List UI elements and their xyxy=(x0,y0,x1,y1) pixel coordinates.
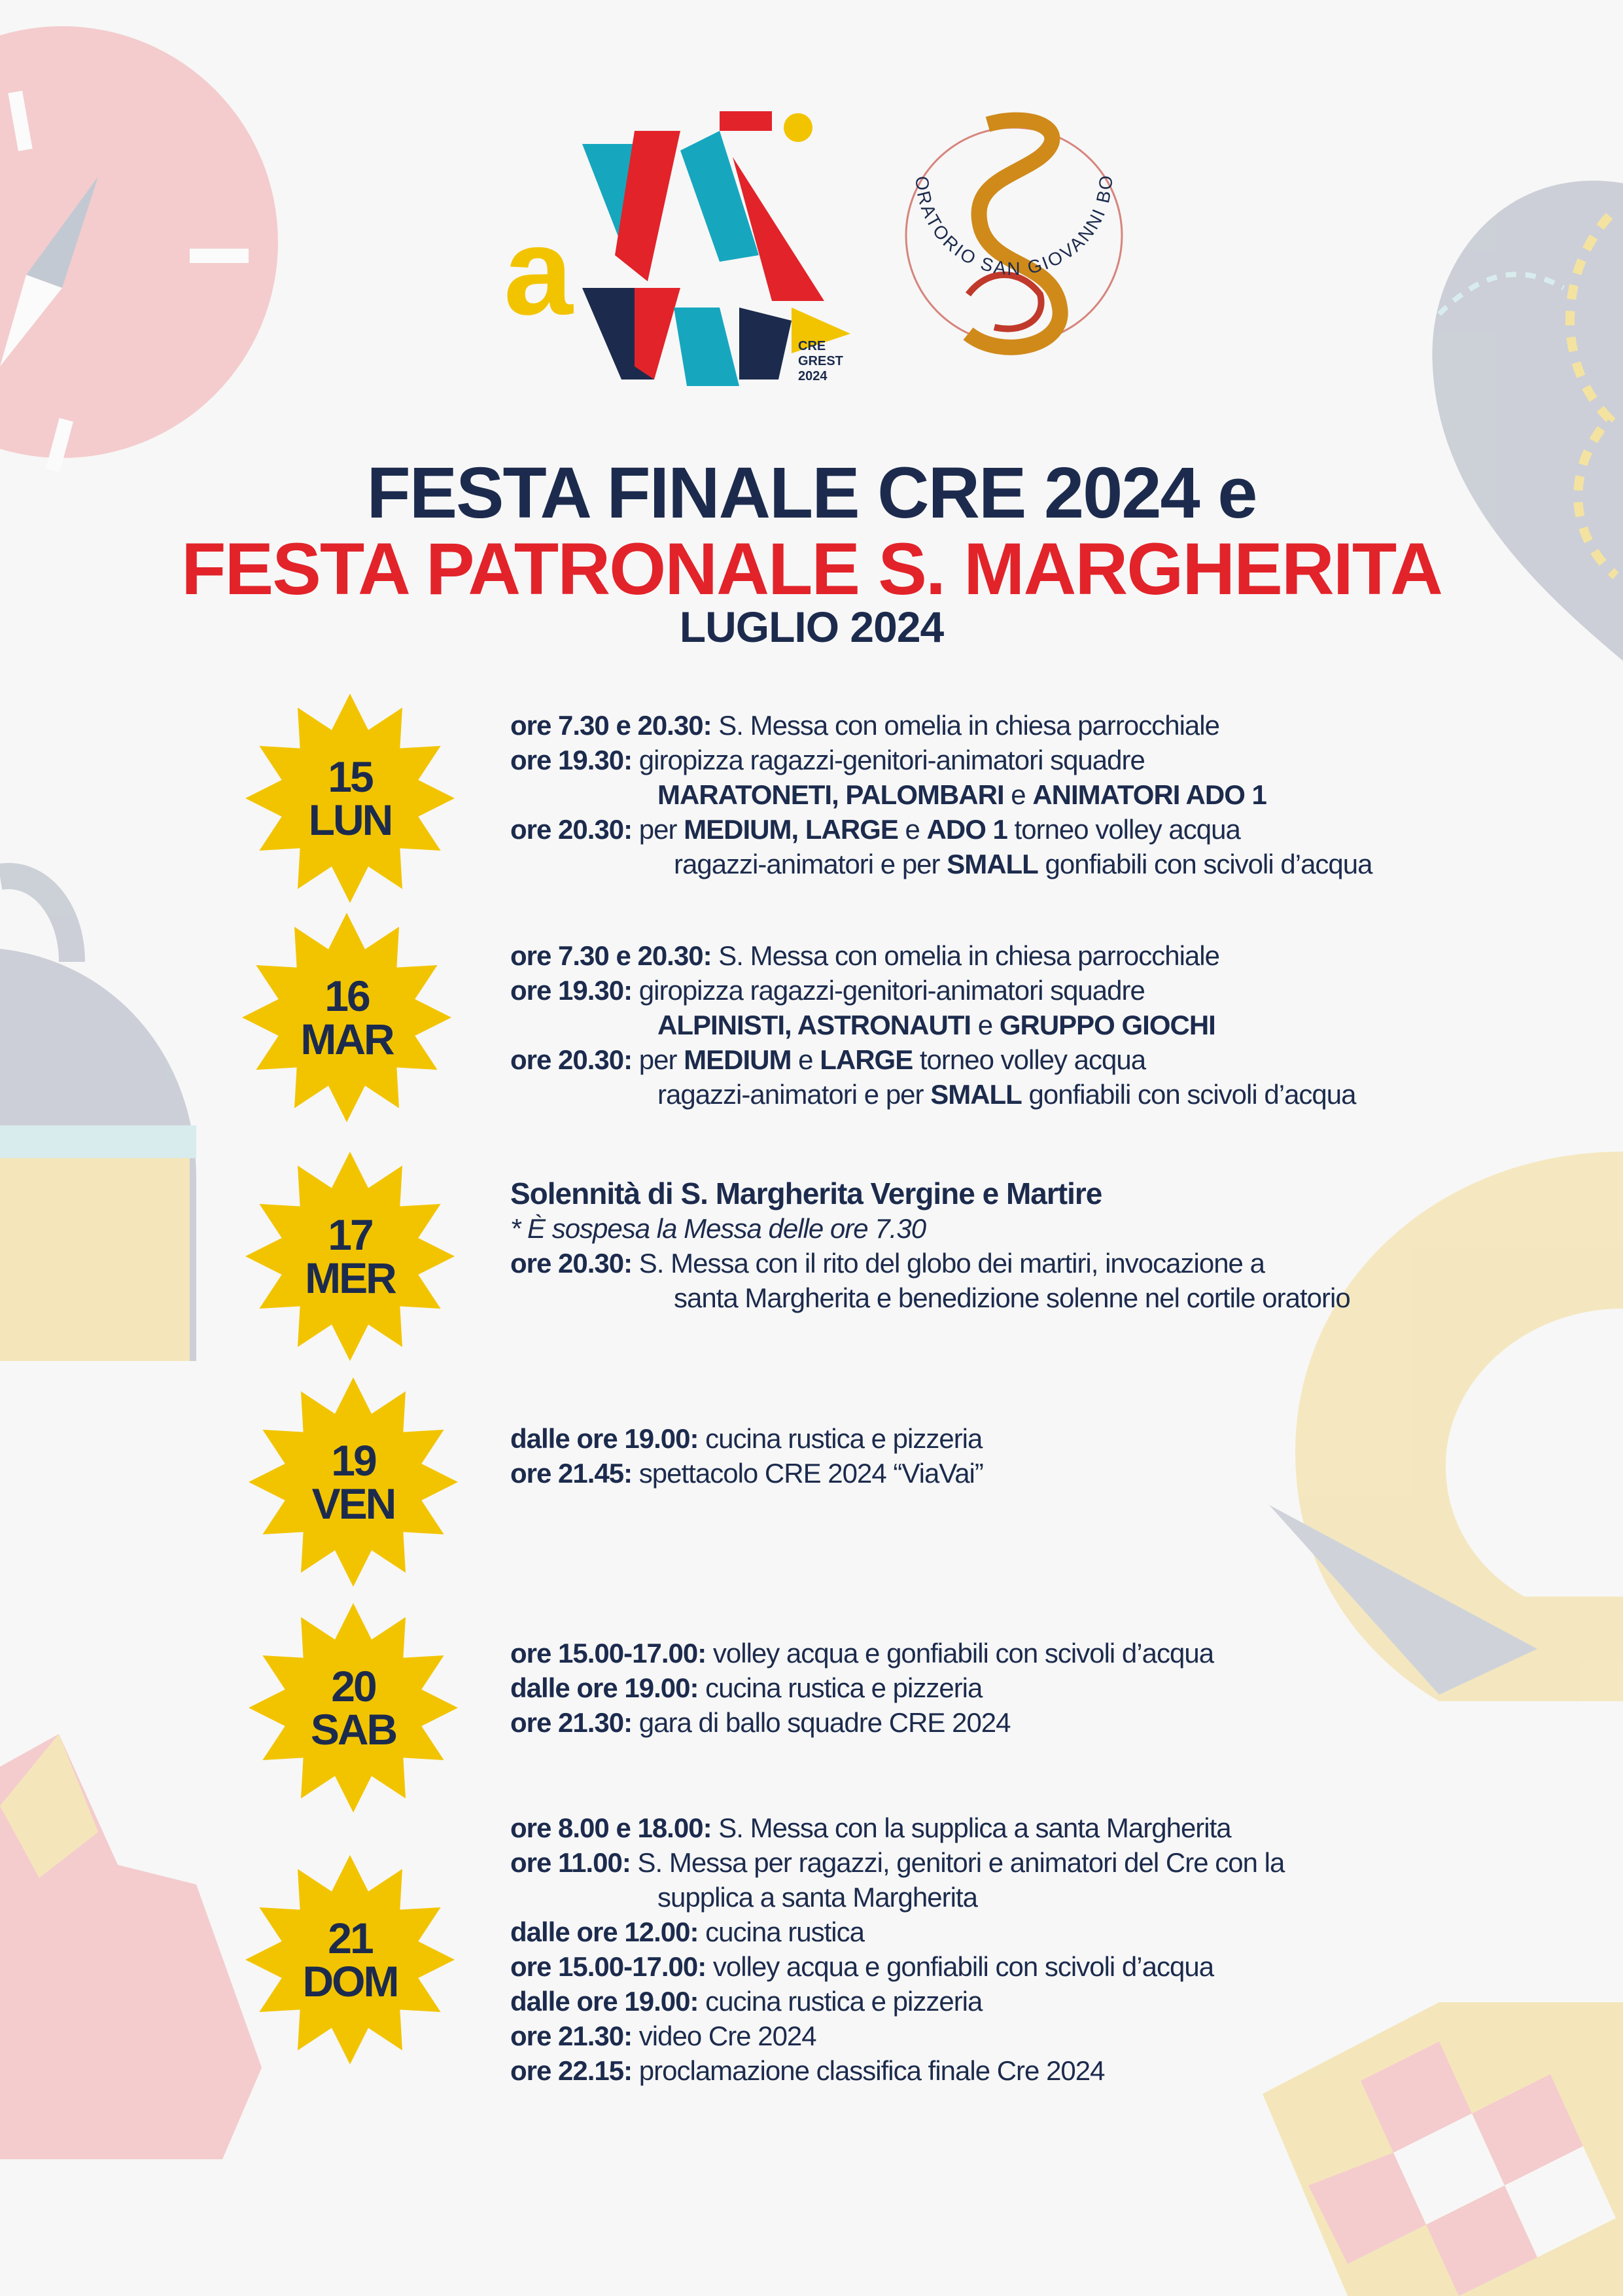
schedule-text: proclamazione classifica finale Cre 2024 xyxy=(632,2055,1105,2086)
schedule-line xyxy=(510,1915,1531,1949)
mountain-decoration xyxy=(0,1734,262,2159)
schedule-text: e xyxy=(791,1044,820,1075)
day-number: 16 xyxy=(324,972,369,1020)
time-label: GRUPPO GIOCHI xyxy=(999,1010,1215,1040)
time-label: SMALL xyxy=(947,849,1038,879)
schedule-line xyxy=(510,743,1531,777)
schedule-text: e xyxy=(1003,779,1033,810)
schedule-text: S. Messa con omelia in chiesa parrocchiale xyxy=(711,710,1219,741)
schedule-line xyxy=(510,1880,1531,1915)
time-label: ore 20.30: xyxy=(510,1044,633,1075)
day-name: MAR xyxy=(300,1015,393,1063)
time-label: ore 20.30: xyxy=(510,1248,633,1279)
time-label: ore 15.00-17.00: xyxy=(510,1951,707,1982)
schedule-block-16 xyxy=(510,938,1531,1112)
title-line-2: FESTA PATRONALE S. MARGHERITA xyxy=(181,528,1442,610)
time-label: ADO 1 xyxy=(926,814,1007,845)
day-name: LUN xyxy=(308,796,392,844)
day-star-15 xyxy=(242,690,458,906)
schedule-text: S. Messa con omelia in chiesa parrocchiale xyxy=(711,940,1219,971)
schedule-text: per xyxy=(632,814,684,845)
time-label: ANIMATORI ADO 1 xyxy=(1032,779,1266,810)
schedule-text: giropizza ragazzi-genitori-animatori squadre xyxy=(632,975,1145,1006)
svg-text:a: a xyxy=(504,202,573,341)
time-label: MEDIUM, LARGE xyxy=(684,814,898,845)
schedule-line xyxy=(510,812,1531,847)
day-number: 20 xyxy=(331,1662,375,1710)
svg-text:CRE: CRE xyxy=(798,339,826,353)
schedule-text: S. Messa per ragazzi, genitori e animatori del Cre con la xyxy=(630,1847,1285,1878)
svg-text:ORATORIO SAN GIOVANNI BOSCO -: ORATORIO SAN GIOVANNI BO xyxy=(911,173,1117,279)
day-number: 15 xyxy=(328,752,372,801)
schedule-line xyxy=(510,1636,1531,1670)
feast-heading: Solennità di S. Margherita Vergine e Martire xyxy=(510,1176,1102,1210)
schedule-text: volley acqua e gonfiabili con scivoli d’acqua xyxy=(706,1951,1214,1982)
day-name: MER xyxy=(305,1254,395,1302)
viavai-logo xyxy=(484,92,864,393)
day-name: SAB xyxy=(310,1705,396,1754)
time-label: dalle ore 19.00: xyxy=(510,1672,699,1703)
time-label: ore 8.00 e 18.00: xyxy=(510,1812,712,1843)
schedule-text: S. Messa con il rito del globo dei martiri, invocazione a xyxy=(632,1248,1265,1279)
clock-decoration xyxy=(0,26,278,472)
schedule-block-17 xyxy=(510,1176,1531,1315)
schedule-text: torneo volley acqua xyxy=(913,1044,1146,1075)
schedule-line xyxy=(510,1984,1531,2019)
schedule-line xyxy=(510,777,1531,812)
schedule-text: ragazzi-animatori e per xyxy=(674,849,947,879)
day-star-21 xyxy=(242,1852,458,2068)
schedule-text: giropizza ragazzi-genitori-animatori squadre xyxy=(632,745,1145,775)
time-label: ore 21.30: xyxy=(510,2021,633,2051)
time-label: SMALL xyxy=(930,1079,1022,1110)
time-label: ore 20.30: xyxy=(510,814,633,845)
schedule-text: per xyxy=(632,1044,684,1075)
schedule-line xyxy=(510,1705,1531,1740)
schedule-text: gara di ballo squadre CRE 2024 xyxy=(632,1707,1011,1738)
oratorio-logo xyxy=(890,98,1138,373)
day-number: 17 xyxy=(328,1210,372,1259)
time-label: ore 7.30 e 20.30: xyxy=(510,940,712,971)
schedule-block-21 xyxy=(510,1810,1531,2088)
day-star-19 xyxy=(245,1374,461,1590)
schedule-line xyxy=(510,1042,1531,1077)
schedule-text: video Cre 2024 xyxy=(632,2021,816,2051)
time-label: LARGE xyxy=(820,1044,913,1075)
time-label: dalle ore 19.00: xyxy=(510,1423,699,1454)
schedule-line xyxy=(510,1845,1531,1880)
schedule-line xyxy=(510,2053,1531,2088)
time-label: dalle ore 19.00: xyxy=(510,1986,699,2017)
schedule-line xyxy=(510,708,1531,743)
time-label: ore 15.00-17.00: xyxy=(510,1638,707,1669)
title-line-3: LUGLIO 2024 xyxy=(679,603,944,651)
time-label: ore 11.00: xyxy=(510,1847,631,1878)
time-label: ore 21.45: xyxy=(510,1458,633,1489)
day-number: 21 xyxy=(328,1914,372,1962)
schedule-text: cucina rustica e pizzeria xyxy=(698,1986,983,2017)
schedule-line xyxy=(510,2019,1531,2053)
schedule-text: ragazzi-animatori e per xyxy=(657,1079,931,1110)
day-star-20 xyxy=(245,1600,461,1816)
schedule-block-20 xyxy=(510,1636,1531,1740)
day-number: 19 xyxy=(331,1436,375,1485)
schedule-note: * È sospesa la Messa delle ore 7.30 xyxy=(510,1213,926,1244)
schedule-text: gonfiabili con scivoli d’acqua xyxy=(1038,849,1372,879)
time-label: ore 22.15: xyxy=(510,2055,633,2086)
schedule-line xyxy=(510,1949,1531,1984)
svg-text:GREST: GREST xyxy=(798,354,843,368)
backpack-decoration xyxy=(0,876,196,1361)
schedule-text: e xyxy=(971,1010,1000,1040)
schedule-line xyxy=(510,1008,1531,1042)
schedule-line xyxy=(510,1246,1531,1280)
schedule-line xyxy=(510,938,1531,973)
day-star-16 xyxy=(239,910,455,1125)
schedule-text: cucina rustica xyxy=(698,1916,864,1947)
schedule-text: cucina rustica e pizzeria xyxy=(698,1423,983,1454)
title-line-1: FESTA FINALE CRE 2024 e xyxy=(366,453,1257,533)
schedule-text: cucina rustica e pizzeria xyxy=(698,1672,983,1703)
schedule-text: supplica a santa Margherita xyxy=(657,1882,977,1913)
time-label: ore 19.30: xyxy=(510,745,633,775)
schedule-line xyxy=(510,1810,1531,1845)
schedule-line xyxy=(510,1280,1531,1315)
schedule-text: volley acqua e gonfiabili con scivoli d’acqua xyxy=(706,1638,1214,1669)
time-label: MARATONETI, PALOMBARI xyxy=(657,779,1004,810)
svg-text:2024: 2024 xyxy=(798,369,828,383)
day-name: DOM xyxy=(302,1957,398,2005)
schedule-line xyxy=(510,973,1531,1008)
schedule-line xyxy=(510,1670,1531,1705)
schedule-text: santa Margherita e benedizione solenne nel cortile oratorio xyxy=(674,1282,1350,1313)
schedule-block-19 xyxy=(510,1421,1531,1491)
schedule-line xyxy=(510,1456,1531,1491)
schedule-line xyxy=(510,1077,1531,1112)
time-label: ore 7.30 e 20.30: xyxy=(510,710,712,741)
time-label: MEDIUM xyxy=(684,1044,792,1075)
schedule-text: spettacolo CRE 2024 “ViaVai” xyxy=(632,1458,983,1489)
schedule-line xyxy=(510,1421,1531,1456)
schedule-text: S. Messa con la supplica a santa Margherita xyxy=(711,1812,1231,1843)
day-name: VEN xyxy=(311,1479,395,1528)
schedule-block-15 xyxy=(510,708,1531,881)
time-label: dalle ore 12.00: xyxy=(510,1916,699,1947)
day-star-17 xyxy=(242,1148,458,1364)
schedule-line xyxy=(510,847,1531,881)
schedule-text: torneo volley acqua xyxy=(1007,814,1240,845)
schedule-text: gonfiabili con scivoli d’acqua xyxy=(1021,1079,1356,1110)
schedule-text: e xyxy=(898,814,927,845)
time-label: ore 19.30: xyxy=(510,975,633,1006)
time-label: ore 21.30: xyxy=(510,1707,633,1738)
time-label: ALPINISTI, ASTRONAUTI xyxy=(657,1010,971,1040)
